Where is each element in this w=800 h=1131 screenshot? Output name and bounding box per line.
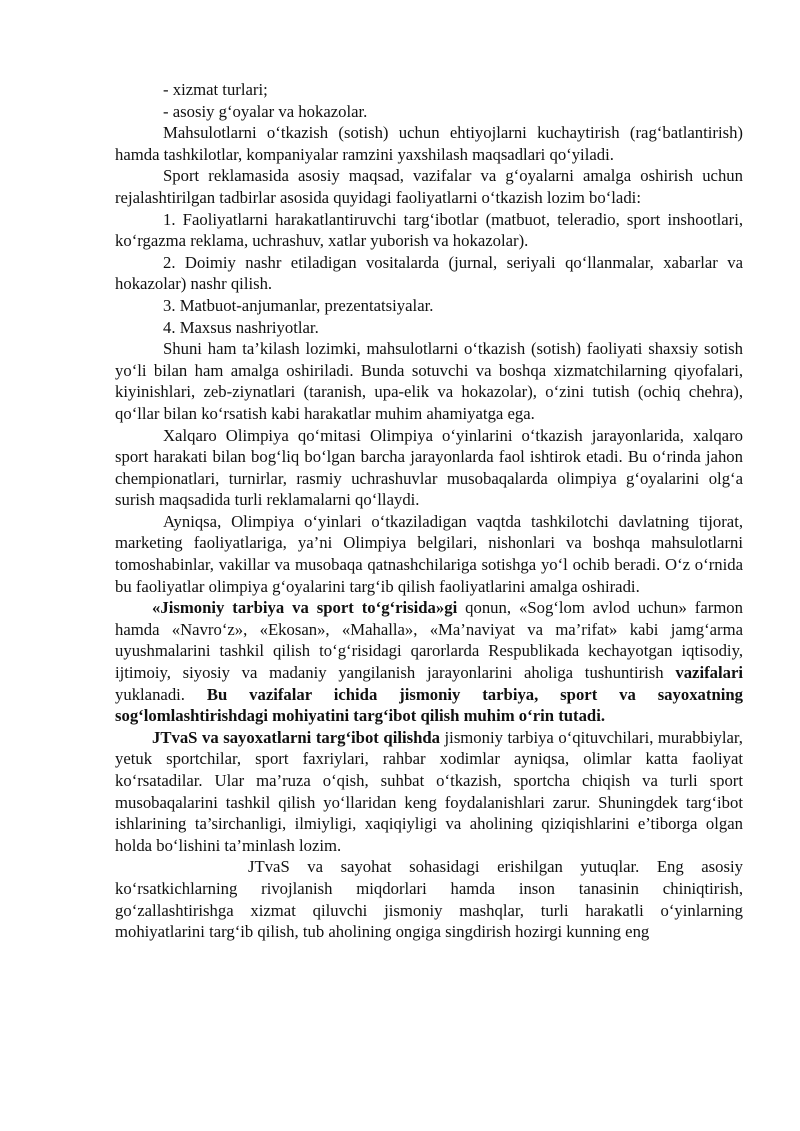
list-item-services: - xizmat turlari;	[163, 80, 268, 99]
paragraph-promotion-actors	[115, 727, 743, 857]
paragraph-sport-advertising-goal: Sport reklamasida asosiy maqsad, vazifalar va g‘oyalarni amalga oshirish uchun rejalashtirilgan tadbirlar asosida quyidagi faoliyatlarni o‘tkazish lozim bo‘ladi:	[115, 166, 743, 207]
list-item-ideas: - asosiy g‘oyalar va hokazolar.	[163, 101, 368, 121]
numbered-item-4: 4. Maxsus nashriyotlar.	[163, 317, 319, 337]
law-text-2: yuklanadi.	[115, 684, 207, 704]
paragraph-personal-selling: Shuni ham ta’kilash lozimki, mahsulotlarni o‘tkazish (sotish) faoliyati shaxsiy sotish yo‘li bilan ham amalga oshiriladi. Bunda sotuvchi va boshqa xizmatchilarning qiyofalari, kiyinishlari, zeb-ziynatlari (taranish, upa-elik va hokazolar), o‘zini tutish (ochiq chehra), qo‘llar bilan ko‘rsatish kabi harakatlar muhim ahamiyatga ega.	[115, 339, 743, 423]
tasks-word: vazifalari	[675, 663, 743, 683]
law-text-1: qonun, «Sog‘lom avlod uchun» farmon hamda «Navro‘z», «Ekosan», «Mahalla», «Ma’naviyat va ma’rifat» kabi jamg‘arma uyushmalarini tashkil qilish to‘g‘risidagi qarorlarda Respublikada kechayotgan iqtisodiy, ijtimoiy, siyosiy va madaniy yangilanish jarayonlarini aholiga tushuntirish	[115, 598, 743, 683]
paragraph-physical-education-law	[115, 597, 743, 727]
law-title: «Jismoniy tarbiya va sport to‘g‘risida»gi	[152, 598, 458, 618]
paragraph-olympic-committee: Xalqaro Olimpiya qo‘mitasi Olimpiya o‘yinlarini o‘tkazish jarayonlarida, xalqaro sport harakati bilan bog‘liq bo‘lgan barcha jarayonlarda faol ishtirok etadi. Bu o‘rinda jahon chempionatlari, turnirlar, rasmiy uchrashuvlar musobaqalarda olimpiya g‘oyalarini olg‘a surish maqsadida turli reklamalarni qo‘llaydi.	[115, 425, 743, 510]
paragraph-olympic-marketing: Ayniqsa, Olimpiya o‘yinlari o‘tkaziladigan vaqtda tashkilotchi davlatning tijorat, marketing faoliyatlariga, ya’ni Olimpiya belgilari, nishonlari va boshqa mahsulotlarni tomoshabinlar, vakillar va musobaqa qatnashchilariga sotishga yo‘l ochib beradi. O‘z o‘rnida bu faoliyatlar olimpiya g‘oyalarini targ‘ib qilish faoliyatlarini amalga oshiradi.	[115, 511, 743, 596]
promotion-heading: JTvaS va sayoxatlarni targ‘ibot qilishda	[152, 727, 440, 747]
paragraph-product-sales: Mahsulotlarni o‘tkazish (sotish) uchun ehtiyojlarni kuchaytirish (rag‘batlantirish) hamda tashkilotlar, kompaniyalar ramzini yaxshilash maqsadlari qo‘yiladi.	[115, 123, 743, 164]
numbered-item-2: 2. Doimiy nashr etiladigan vositalarda (jurnal, seriyali qo‘llanmalar, xabarlar va hokazolar) nashr qilish.	[115, 252, 743, 294]
tasks-emphasis: Bu vazifalar ichida jismoniy tarbiya, sport va sayoxatning sog‘lomlashtirishdagi mohiyatini targ‘ibot qilish muhim o‘rin tutadi.	[115, 684, 744, 726]
numbered-item-1: 1. Faoliyatlarni harakatlantiruvchi targ‘ibotlar (matbuot, teleradio, sport inshootlari, ko‘rgazma reklama, uchrashuv, xatlar yuborish va hokazolar).	[115, 209, 743, 251]
paragraph-achievements: JTvaS va sayohat sohasidagi erishilgan yutuqlar. Eng asosiy ko‘rsatkichlarning rivojlanish miqdorlari hamda inson tanasinin chiniqtirish, go‘zallashtirishga xizmat qiluvchi jismoniy mashqlar, turli harakatli o‘yinlarning mohiyatlarini targ‘ib qilish, tub aholining ongiga singdirish hozirgi kunning eng	[115, 857, 743, 942]
numbered-item-3: 3. Matbuot-anjumanlar, prezentatsiyalar.	[163, 295, 434, 315]
promotion-text: jismoniy tarbiya o‘qituvchilari, murabbiylar, yetuk sportchilar, sport faxriylari, rahbar xodimlar ayniqsa, olimlar katta faoliyat ko‘rsatadilar. Ular ma’ruza o‘qish, suhbat o‘tkazish, sportcha chiqish va turli sport musobaqalarini tashkil qilish yo‘llaridan keng foydalanishlari zarur. Shuningdek targ‘ibot ishlarining ta’sirchanligi, ilmiyligi, xaqiqiyligi va aholining qiziqishlarini e’tiborga olgan holda bo‘lishini ta’minlash lozim.	[115, 727, 743, 855]
